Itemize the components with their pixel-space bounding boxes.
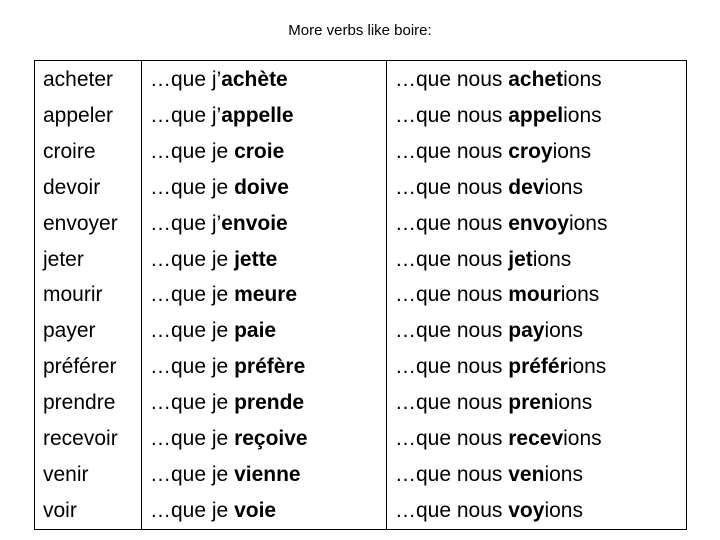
nous-prefix: …que nous	[395, 247, 509, 271]
table-row	[35, 349, 687, 385]
table-row	[35, 421, 687, 457]
je-prefix: …que je	[150, 391, 235, 415]
nous-ending: ions	[553, 391, 593, 415]
je-stem: jette	[234, 247, 278, 271]
nous-form-cell	[387, 169, 687, 205]
infinitive-cell: devoir	[35, 169, 142, 205]
nous-prefix: …que nous	[395, 175, 509, 199]
je-stem: reçoive	[234, 427, 308, 451]
je-prefix: …que je	[150, 463, 235, 487]
je-form-cell	[142, 169, 387, 205]
table-row	[35, 313, 687, 349]
nous-prefix: …que nous	[395, 463, 509, 487]
nous-prefix: …que nous	[395, 211, 509, 235]
je-prefix: …que je	[150, 319, 235, 343]
nous-prefix: …que nous	[395, 427, 509, 451]
table-row	[35, 97, 687, 133]
nous-form-cell	[387, 133, 687, 169]
table-row	[35, 241, 687, 277]
je-form-cell	[142, 493, 387, 530]
nous-stem: envoy	[508, 211, 569, 235]
nous-form-cell	[387, 241, 687, 277]
je-form-cell	[142, 313, 387, 349]
infinitive-cell: acheter	[35, 61, 142, 98]
nous-stem: voy	[508, 499, 545, 523]
table-row	[35, 133, 687, 169]
je-stem: prende	[234, 391, 305, 415]
infinitive-cell: payer	[35, 313, 142, 349]
je-form-cell	[142, 349, 387, 385]
nous-form-cell	[387, 421, 687, 457]
table-row	[35, 205, 687, 241]
infinitive-cell: croire	[35, 133, 142, 169]
nous-ending: ions	[544, 319, 583, 343]
je-prefix: …que je	[150, 175, 235, 199]
je-stem: envoie	[221, 211, 288, 235]
table-row	[35, 169, 687, 205]
nous-stem: jet	[508, 247, 533, 271]
infinitive-cell: voir	[35, 493, 142, 530]
je-form-cell	[142, 61, 387, 98]
je-prefix: …que je	[150, 427, 235, 451]
je-stem: appelle	[221, 103, 294, 127]
nous-form-cell	[387, 205, 687, 241]
je-stem: meure	[234, 283, 298, 307]
nous-prefix: …que nous	[395, 355, 509, 379]
je-stem: croie	[234, 139, 285, 163]
nous-form-cell	[387, 457, 687, 493]
nous-prefix: …que nous	[395, 283, 509, 307]
table-row	[35, 457, 687, 493]
nous-prefix: …que nous	[395, 319, 509, 343]
nous-stem: croy	[508, 139, 553, 163]
infinitive-cell: mourir	[35, 277, 142, 313]
page-title: More verbs like boire:	[288, 22, 432, 39]
nous-prefix: …que nous	[395, 103, 509, 127]
nous-prefix: …que nous	[395, 499, 509, 523]
je-stem: vienne	[234, 463, 301, 487]
je-form-cell	[142, 97, 387, 133]
je-prefix: …que j’	[150, 67, 222, 91]
nous-stem: préfér	[508, 355, 568, 379]
je-stem: préfère	[234, 355, 306, 379]
verb-table-body	[35, 61, 687, 530]
nous-stem: pren	[508, 391, 554, 415]
nous-ending: ions	[563, 67, 602, 91]
verb-table	[34, 60, 687, 530]
nous-ending: ions	[544, 175, 583, 199]
nous-ending: ions	[563, 427, 602, 451]
je-prefix: …que je	[150, 247, 235, 271]
nous-form-cell	[387, 97, 687, 133]
je-prefix: …que j’	[150, 211, 222, 235]
nous-prefix: …que nous	[395, 139, 509, 163]
nous-prefix: …que nous	[395, 391, 509, 415]
je-prefix: …que j’	[150, 103, 222, 127]
je-stem: voie	[234, 499, 277, 523]
infinitive-cell: envoyer	[35, 205, 142, 241]
nous-stem: appel	[508, 103, 564, 127]
nous-ending: ions	[568, 211, 608, 235]
table-row	[35, 493, 687, 530]
je-prefix: …que je	[150, 355, 235, 379]
je-form-cell	[142, 277, 387, 313]
nous-form-cell	[387, 61, 687, 98]
nous-form-cell	[387, 349, 687, 385]
table-row	[35, 385, 687, 421]
je-stem: achète	[221, 67, 288, 91]
je-stem: paie	[234, 319, 277, 343]
je-form-cell	[142, 457, 387, 493]
je-prefix: …que je	[150, 139, 235, 163]
infinitive-cell: appeler	[35, 97, 142, 133]
nous-stem: dev	[508, 175, 545, 199]
je-prefix: …que je	[150, 283, 235, 307]
nous-ending: ions	[560, 283, 600, 307]
je-form-cell	[142, 241, 387, 277]
table-row	[35, 277, 687, 313]
nous-stem: recev	[508, 427, 564, 451]
nous-ending: ions	[544, 499, 583, 523]
nous-stem: mour	[508, 283, 561, 307]
table-row	[35, 61, 687, 98]
nous-ending: ions	[544, 463, 583, 487]
je-form-cell	[142, 133, 387, 169]
infinitive-cell: jeter	[35, 241, 142, 277]
nous-ending: ions	[567, 355, 607, 379]
nous-ending: ions	[552, 139, 592, 163]
infinitive-cell: préférer	[35, 349, 142, 385]
infinitive-cell: venir	[35, 457, 142, 493]
je-stem: doive	[234, 175, 289, 199]
infinitive-cell: prendre	[35, 385, 142, 421]
nous-prefix: …que nous	[395, 67, 509, 91]
nous-stem: ven	[508, 463, 545, 487]
nous-ending: ions	[532, 247, 572, 271]
je-form-cell	[142, 205, 387, 241]
nous-form-cell	[387, 277, 687, 313]
nous-form-cell	[387, 313, 687, 349]
nous-stem: achet	[508, 67, 564, 91]
je-prefix: …que je	[150, 499, 235, 523]
infinitive-cell: recevoir	[35, 421, 142, 457]
nous-stem: pay	[508, 319, 545, 343]
nous-ending: ions	[563, 103, 602, 127]
nous-form-cell	[387, 385, 687, 421]
je-form-cell	[142, 421, 387, 457]
nous-form-cell	[387, 493, 687, 530]
je-form-cell	[142, 385, 387, 421]
